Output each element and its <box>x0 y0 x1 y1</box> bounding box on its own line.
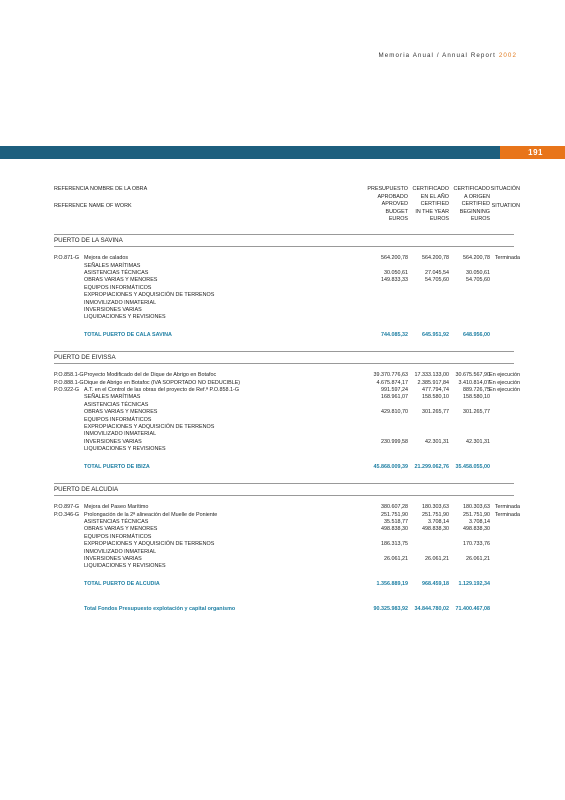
table-row <box>54 277 514 284</box>
row-budget: 39.370.776,63 <box>373 372 408 379</box>
row-name: Proyecto Modificado del de Dique de Abrigo en Botafoc <box>84 372 217 379</box>
row-cert-year: 301.265,77 <box>422 409 449 416</box>
spacer <box>54 322 514 332</box>
table-row <box>54 314 514 321</box>
table-row <box>54 526 514 533</box>
row-cert-origin: 158.580,10 <box>463 394 490 401</box>
row-status: En ejecución <box>489 372 520 379</box>
table-row <box>54 511 520 519</box>
row-budget: 498.838,30 <box>381 526 408 533</box>
total-cert-origin: 35.458.055,00 <box>455 463 490 470</box>
row-cert-origin: 498.838,30 <box>463 526 490 533</box>
total-cert-year: 21.299.062,76 <box>414 463 449 470</box>
row-cert-year: 2.385.917,84 <box>417 379 449 386</box>
row-cert-origin: 3.410.814,07 <box>458 379 490 386</box>
sections-container <box>54 234 520 598</box>
row-name: EQUIPOS INFORMÁTICOS <box>84 533 152 540</box>
row-budget: 4.675.874,17 <box>376 379 408 386</box>
total-cert-origin: 1.129.192,34 <box>458 580 490 587</box>
row-name: Mejora del Paseo Marítimo <box>84 504 149 511</box>
row-name: OBRAS VARIAS Y MENORES <box>84 277 158 284</box>
row-cert-year: 564.200,78 <box>422 255 449 262</box>
row-status: En ejecución <box>489 387 520 394</box>
row-cert-origin: 30.675.567,90 <box>455 372 490 379</box>
table-row <box>54 307 514 314</box>
table-row <box>54 394 514 401</box>
total-label: TOTAL PUERTO DE IBIZA <box>84 463 150 470</box>
total-cert-origin: 648.956,00 <box>463 331 490 338</box>
total-cert-year: 968.459,18 <box>422 580 449 587</box>
table-row <box>54 270 514 277</box>
row-name: LIQUIDACIONES Y REVISIONES <box>84 446 166 453</box>
row-cert-origin: 3.708,14 <box>469 518 490 525</box>
row-cert-year: 251.751,90 <box>422 511 449 518</box>
row-ref: P.O.897-G <box>54 504 80 511</box>
table-header <box>54 186 520 232</box>
row-name: EXPROPIACIONES Y ADQUISICIÓN DE TERRENOS <box>84 292 215 299</box>
row-name: LIQUIDACIONES Y REVISIONES <box>84 563 166 570</box>
row-cert-origin: 564.200,78 <box>463 255 490 262</box>
row-budget: 30.050,61 <box>384 269 408 276</box>
table-row <box>54 424 514 431</box>
table-row <box>54 255 520 262</box>
table-row <box>54 379 520 387</box>
row-cert-origin: 170.733,76 <box>463 541 490 548</box>
table-row <box>54 556 514 563</box>
works-table <box>54 186 520 614</box>
row-name: ASISTENCIAS TÉCNICAS <box>84 269 149 276</box>
section-title: PUERTO DE EIVISSA <box>54 351 514 364</box>
total-budget: 1.356.889,19 <box>376 580 408 587</box>
row-cert-origin: 42.301,31 <box>466 438 490 445</box>
row-name: Dique de Abrigo en Botafoc (IVA SOPORTADO NO DEDUCIBLE) <box>84 379 241 386</box>
row-name: LIQUIDACIONES Y REVISIONES <box>84 314 166 321</box>
row-cert-origin: 54.705,60 <box>466 277 490 284</box>
spacer <box>54 339 514 349</box>
table-row <box>54 409 514 416</box>
row-ref: P.O.871-G <box>54 255 80 262</box>
spacer <box>54 571 514 581</box>
row-ref: P.O.346-G <box>54 511 80 518</box>
row-cert-year: 26.061,21 <box>425 555 449 562</box>
row-budget: 230.999,58 <box>381 438 408 445</box>
section-total-row <box>54 581 514 588</box>
row-cert-year: 54.705,60 <box>425 277 449 284</box>
row-name: Mejora de calados <box>84 255 129 262</box>
row-status: Terminada <box>494 511 520 518</box>
column-status-es: SITUACIÓN <box>490 186 520 192</box>
table-row <box>54 263 514 270</box>
section-total-row <box>54 464 514 471</box>
row-name: OBRAS VARIAS Y MENORES <box>84 526 158 533</box>
row-name: ASISTENCIAS TÉCNICAS <box>84 401 149 408</box>
row-ref: P.O.858.1-G <box>54 372 84 379</box>
total-label: TOTAL PUERTO DE ALCUDIA <box>84 580 160 587</box>
row-name: INVERSIONES VARIAS <box>84 555 142 562</box>
row-status: Terminada <box>494 504 520 511</box>
spacer <box>54 588 514 598</box>
table-row <box>54 292 514 299</box>
row-budget: 35.518,77 <box>384 518 408 525</box>
column-budget: PRESUPUESTO APROBADO APROVED BUDGET EUROS <box>367 186 408 223</box>
row-cert-origin: 251.751,90 <box>463 511 490 518</box>
grand-total-budget: 90.325.983,92 <box>373 606 408 613</box>
report-title: Memoria Anual / Annual Report <box>378 52 496 59</box>
row-name: ASISTENCIAS TÉCNICAS <box>84 518 149 525</box>
row-name: EXPROPIACIONES Y ADQUISICIÓN DE TERRENOS <box>84 541 215 548</box>
row-cert-year: 180.303,63 <box>422 504 449 511</box>
total-budget: 45.868.009,39 <box>373 463 408 470</box>
table-row <box>54 446 514 453</box>
row-cert-year: 3.708,14 <box>428 518 449 525</box>
row-name: INMOVILIZADO INMATERIAL <box>84 548 157 555</box>
row-cert-year: 498.838,30 <box>422 526 449 533</box>
row-cert-origin: 180.303,63 <box>463 504 490 511</box>
total-cert-year: 645.951,92 <box>422 331 449 338</box>
spacer <box>54 454 514 464</box>
page-header <box>378 52 517 59</box>
row-name: OBRAS VARIAS Y MENORES <box>84 409 158 416</box>
row-cert-year: 17.333.133,00 <box>414 372 449 379</box>
section-title: PUERTO DE LA SAVINA <box>54 234 514 247</box>
table-row <box>54 504 520 511</box>
grand-total-cert-origin: 71.400.467,08 <box>455 606 490 613</box>
table-row <box>54 519 514 526</box>
row-name: INVERSIONES VARIAS <box>84 306 142 313</box>
row-cert-origin: 30.050,61 <box>466 269 490 276</box>
row-budget: 186.313,75 <box>381 541 408 548</box>
row-budget: 251.751,90 <box>381 511 408 518</box>
row-status: Terminada <box>494 255 520 262</box>
column-certified-year: CERTIFICADO EN EL AÑO CERTIFIED IN THE YEAR EUROS <box>412 186 449 223</box>
page-number: 191 <box>528 148 543 157</box>
row-name: A.T. en el Control de las obras del proyecto de Ref.ª P.O.858.1-G <box>84 387 240 394</box>
row-cert-origin: 301.265,77 <box>463 409 490 416</box>
row-name: EQUIPOS INFORMÁTICOS <box>84 284 152 291</box>
table-row <box>54 563 514 570</box>
table-row <box>54 402 514 409</box>
grand-total-row <box>54 606 514 613</box>
row-cert-year: 42.301,31 <box>425 438 449 445</box>
column-ref-name-es: REFERENCIA NOMBRE DE LA OBRA <box>54 186 148 192</box>
table-row <box>54 541 514 548</box>
table-row <box>54 439 514 446</box>
row-budget: 564.200,78 <box>381 255 408 262</box>
section-total-row <box>54 332 514 339</box>
row-name: SEÑALES MARÍTIMAS <box>84 262 141 269</box>
row-name: INMOVILIZADO INMATERIAL <box>84 431 157 438</box>
row-cert-origin: 889.726,75 <box>463 387 490 394</box>
row-name: EQUIPOS INFORMÁTICOS <box>84 416 152 423</box>
row-budget: 991.597,24 <box>381 387 408 394</box>
row-name: EXPROPIACIONES Y ADQUISICIÓN DE TERRENOS <box>84 424 215 431</box>
header-band <box>0 146 565 159</box>
section-title: PUERTO DE ALCUDIA <box>54 483 514 496</box>
column-status-en: SITUATION <box>491 203 520 209</box>
grand-total-label: Total Fondos Presupuesto explotación y capital organismo <box>84 606 236 613</box>
column-ref-name-en: REFERENCE NAME OF WORK <box>54 203 132 209</box>
row-budget: 429.810,70 <box>381 409 408 416</box>
row-ref: P.O.922-G <box>54 387 80 394</box>
row-cert-origin: 26.061,21 <box>466 555 490 562</box>
table-row <box>54 372 520 379</box>
row-cert-year: 158.580,10 <box>422 394 449 401</box>
row-budget: 26.061,21 <box>384 555 408 562</box>
row-name: SEÑALES MARÍTIMAS <box>84 394 141 401</box>
row-budget: 168.961,07 <box>381 394 408 401</box>
row-budget: 149.833,33 <box>381 277 408 284</box>
row-name: INVERSIONES VARIAS <box>84 438 142 445</box>
table-row <box>54 300 514 307</box>
table-row <box>54 549 514 556</box>
row-name: Prolongación de la 2ª alineación del Muelle de Poniente <box>84 511 218 518</box>
spacer <box>54 471 514 481</box>
row-ref: P.O.888.1-G <box>54 379 84 386</box>
row-budget: 380.607,28 <box>381 504 408 511</box>
row-name: INMOVILIZADO INMATERIAL <box>84 299 157 306</box>
row-cert-year: 477.794,74 <box>422 387 449 394</box>
total-label: TOTAL PUERTO DE CALA SAVINA <box>84 331 172 338</box>
row-cert-year: 27.045,54 <box>425 269 449 276</box>
grand-total-cert-year: 34.844.780,02 <box>414 606 449 613</box>
report-year: 2002 <box>498 52 517 59</box>
table-row <box>54 431 514 438</box>
row-status: En ejecución <box>489 379 520 386</box>
table-row <box>54 417 514 424</box>
total-budget: 744.085,32 <box>381 331 408 338</box>
column-certified-origin: CERTIFICADO A ORIGEN CERTIFIED BEGINNING EUROS <box>453 186 490 223</box>
